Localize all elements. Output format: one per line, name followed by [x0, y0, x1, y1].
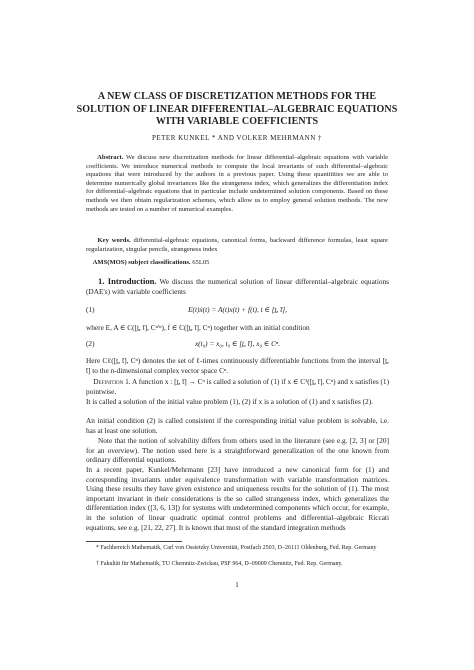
keywords-text: differential-algebraic equations, canonical forms, backward difference formulas, least square regularization, singular pencils, strangeness index [86, 237, 388, 253]
definition-1 [86, 377, 389, 396]
definition-label: Definition 1. [93, 377, 131, 386]
definition-ivp: It is called a solution of the initial value problem (1), (2) if x is a solution of (1) and x satisfies (2). [86, 397, 373, 406]
equation-1 [86, 305, 389, 315]
equation-number: (1) [86, 305, 95, 314]
title-line: A NEW CLASS OF DISCRETIZATION METHODS FOR THE [97, 91, 377, 102]
abstract [86, 154, 388, 214]
abstract-text: We discuss new discretization methods for linear differential–algebraic equations with variable coefficients. We introduce numerical methods to compute the local invariants of such differential–algebraic equations that were introduced by the authors in a previous paper. Using these quantitities we are able to determine numerically global invariances like the strangeness index, which generalizes the differentiation index for differential–algebraic equations that in particular include undetermined solution components. Based on these methods we then obtain regularization schemes, which allow us to employ general solution methods. The new methods are tested on a number of numerical examples. [86, 154, 389, 213]
definition-text: A function x : [t̲, t̄] → Cⁿ is called a solution of (1) if x ∈ C¹([t̲, t̄], Cⁿ) and x satisfies (1) pointwise. [86, 377, 390, 396]
page-number: 1 [235, 581, 239, 589]
footnote-1: * Fachbereich Mathematik, Carl von Ossietzky Universität, Postfach 2503, D–26111 Oldenburg, Fed. Rep. Germany [96, 545, 377, 551]
equation-body: E(t)ẋ(t) = A(t)x(t) + f(t), t ∈ [t̲, t̄], [188, 305, 287, 314]
where-line: where E, A ∈ C([t̲, t̄], Cⁿ'ⁿ), f ∈ C([t̲, t̄], Cⁿ) together with an initial condition [86, 323, 310, 332]
keywords-label: Key words. [97, 237, 131, 244]
ams-text: 65L05 [192, 259, 210, 266]
section-intro-text: We discuss the numerical solution of linear differential–algebraic equations (DAE's) with variable coefficients [86, 277, 390, 296]
keywords [86, 237, 388, 254]
footnote-2: † Fakultät für Mathematik, TU Chemnitz-Zwickau, PSF 964, D–09009 Chemnitz, Fed. Rep. Germany. [96, 561, 343, 567]
ams-label: AMS(MOS) subject classifications. [92, 259, 191, 266]
paragraph-recent: In a recent paper, Kunkel/Mehrmann [23] have introduced a new canonical form for (1) and corresponding invariants under equivalence transformation with variable transformation matrices. Using these results they have given existence and uniqueness results for the solution of (1). The most important invariant in their considerations is the so called strangeness index, which generalizes the differentiation index ([3, 6, 13]) for systems with undetermined components which occur, for example, in the solution of linear quadratic optimal control problems and differential–algebraic Riccati equations, see e.g. [21, 22, 27]. It is known that most of the standard integration methods [86, 465, 389, 532]
authors: PETER KUNKEL * AND VOLKER MEHRMANN † [151, 134, 323, 142]
title-line: SOLUTION OF LINEAR DIFFERENTIAL–ALGEBRAIC EQUATIONS [76, 103, 398, 115]
paragraph-note: Note that the notion of solvability differs from others used in the literature (see e.g. [2, 3] or [20] for an overview). The notion used here is a straightforward generalization of the one known from ordinary differential equations. [86, 436, 389, 465]
equation-number: (2) [86, 339, 95, 348]
ams-classification [86, 259, 388, 268]
paragraph-here: Here Cℓ([t̲, t̄], Cⁿ) denotes the set of ℓ-times continuously differentiable functions from the interval [t̲, t̄] to the n-dimensional complex vector space Cⁿ. [86, 356, 389, 375]
equation-2 [86, 339, 389, 349]
section-intro [86, 277, 389, 296]
definition-consistent: An initial condition (2) is called consistent if the corresponding initial value problem is solvable, i.e. has at least one solution. [86, 416, 389, 435]
section-heading: 1. Introduction. [98, 276, 157, 286]
equation-body: x(t₀) = x₀, t₀ ∈ [t̲, t̄], x₀ ∈ Cⁿ. [194, 339, 281, 348]
title-line: WITH VARIABLE COEFFICIENTS [155, 116, 319, 127]
abstract-label: Abstract. [97, 154, 124, 161]
footnote-rule [86, 541, 182, 542]
paper-title [60, 91, 414, 129]
